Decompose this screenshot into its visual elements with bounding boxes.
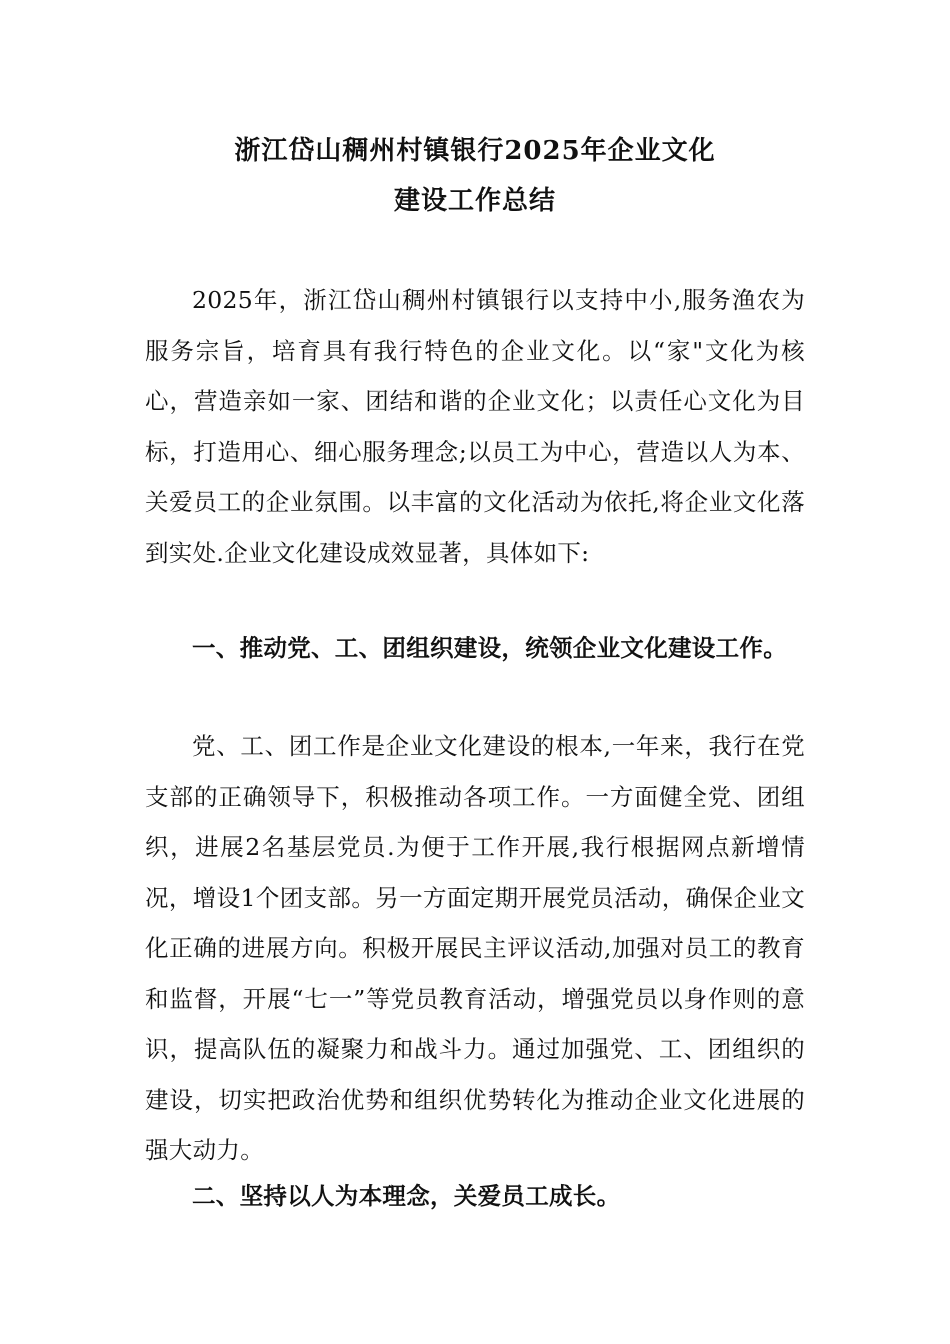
document-title-line-1: 浙江岱山稠州村镇银行2025年企业文化 [234, 136, 716, 166]
section-1-paragraph: 党、工、团工作是企业文化建设的根本,一年来，我行在党支部的正确领导下，积极推动各项工作。一方面健全党、团组织，进展2名基层党员.为便于工作开展,我行根据网点新增情况，增设1个团支部。另一方面定期开展党员活动，确保企业文化正确的进展方向。积极开展民主评议活动,加强对员工的教育和监督，开展“七一”等党员教育活动，增强党员以身作则的意识，提高队伍的凝聚力和战斗力。通过加强党、工、团组织的建设，切实把政治优势和组织优势转化为推动企业文化进展的强大动力。 [145, 732, 805, 1164]
document-title-line-2: 建设工作总结 [393, 186, 556, 216]
intro-paragraph: 2025年，浙江岱山稠州村镇银行以支持中小,服务渔农为服务宗旨，培育具有我行特色的企业文化。以“家"文化为核心，营造亲如一家、团结和谐的企业文化；以责任心文化为目标，打造用心、细心服务理念;以员工为中心，营造以人为本、关爱员工的企业氛围。以丰富的文化活动为依托,将企业文化落到实处.企业文化建设成效显著，具体如下: [145, 286, 805, 567]
section-heading-2: 二、坚持以人为本理念，关爱员工成长。 [192, 1182, 621, 1210]
section-heading-1: 一、推动党、工、团组织建设，统领企业文化建设工作。 [192, 634, 787, 662]
